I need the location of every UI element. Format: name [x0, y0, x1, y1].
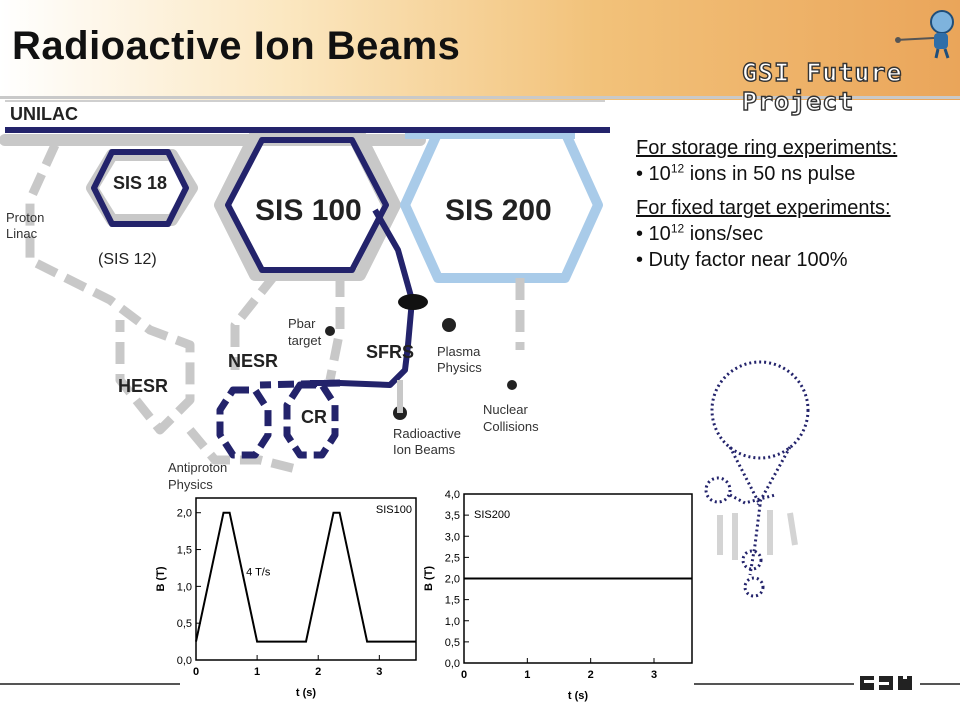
chart-title: SIS100 [375, 504, 412, 516]
label-radioactive-1: Radioactive [393, 426, 461, 441]
x-tick-label: 2 [315, 666, 322, 678]
x-axis-label: t (s) [567, 690, 589, 702]
label-proton-linac-1: Proton [6, 210, 45, 225]
label-antiproton-2: Physics [168, 477, 213, 492]
footer-line-right [694, 683, 854, 685]
label-pbar-1: Pbar [288, 316, 316, 331]
ring-layout-sketch [700, 355, 820, 605]
x-tick-label: 2 [587, 669, 594, 681]
x-tick-label: 1 [524, 669, 531, 681]
storage-ring-heading: For storage ring experiments: [636, 137, 898, 159]
y-tick-label: 0,0 [176, 655, 192, 667]
label-nuclear-2: Collisions [483, 419, 539, 434]
y-tick-label: 2,0 [444, 573, 460, 586]
y-tick-label: 1,0 [444, 615, 460, 628]
label-nuclear-1: Nuclear [483, 402, 528, 417]
y-axis-label: B (T) [155, 566, 167, 592]
label-plasma-2: Physics [437, 360, 482, 375]
y-tick-label: 0,5 [176, 618, 192, 631]
fixed-target-heading: For fixed target experiments: [636, 197, 891, 219]
x-tick-label: 3 [376, 666, 383, 678]
label-hesr: HESR [118, 376, 169, 396]
x-axis-label: t (s) [295, 687, 317, 699]
y-tick-label: 2,0 [176, 507, 192, 520]
label-plasma-1: Plasma [437, 344, 481, 359]
y-tick-label: 3,5 [444, 510, 460, 523]
label-pbar-2: target [288, 333, 322, 348]
label-unilac: UNILAC [10, 104, 78, 124]
label-sis200: SIS 200 [445, 194, 552, 227]
mascot-logo-icon [890, 8, 960, 60]
facility-diagram [0, 100, 620, 500]
fixed-target-bullet-duty: • Duty factor near 100% [636, 249, 848, 271]
y-tick-label: 1,5 [444, 594, 460, 607]
label-radioactive-2: Ion Beams [393, 442, 456, 457]
x-tick-label: 0 [460, 669, 468, 681]
chart-annotation: 4 T/s [246, 566, 271, 579]
beam-requirements-text [636, 135, 936, 273]
label-sis18: SIS 18 [113, 173, 168, 193]
sis200-chart [410, 486, 696, 702]
label-nesr: NESR [228, 351, 279, 371]
page-title: Radioactive Ion Beams [12, 24, 461, 68]
label-sis12: (SIS 12) [98, 251, 157, 268]
label-sfrs: SFRS [366, 342, 415, 362]
label-cr: CR [301, 407, 327, 427]
gsi-logo-icon [860, 672, 916, 694]
label-proton-linac-2: Linac [6, 226, 38, 241]
y-tick-label: 4,0 [444, 489, 460, 501]
x-tick-label: 0 [192, 666, 200, 678]
fixed-target-bullet-rate: • $10^{12}$ ions/sec [636, 221, 764, 245]
y-tick-label: 0,0 [444, 658, 460, 670]
y-tick-label: 1,5 [176, 544, 192, 557]
gsi-future-project-logo: GSI Future Project [742, 58, 903, 116]
storage-ring-bullet: • $10^{12}$ ions in 50 ns pulse [636, 161, 856, 185]
chart-title: SIS200 [474, 509, 511, 521]
label-antiproton-1: Antiproton [168, 460, 228, 475]
y-tick-label: 3,0 [444, 531, 460, 544]
footer-line-left [0, 683, 180, 685]
y-tick-label: 2,5 [444, 552, 460, 565]
label-sis100: SIS 100 [255, 194, 362, 227]
y-tick-label: 0,5 [444, 636, 460, 649]
x-tick-label: 1 [254, 666, 261, 678]
plot-frame [196, 498, 416, 660]
footer-line-end [920, 683, 960, 685]
sis100-chart [146, 490, 424, 702]
x-tick-label: 3 [650, 669, 658, 681]
y-tick-label: 1,0 [176, 581, 192, 594]
y-axis-label: B (T) [423, 565, 435, 592]
